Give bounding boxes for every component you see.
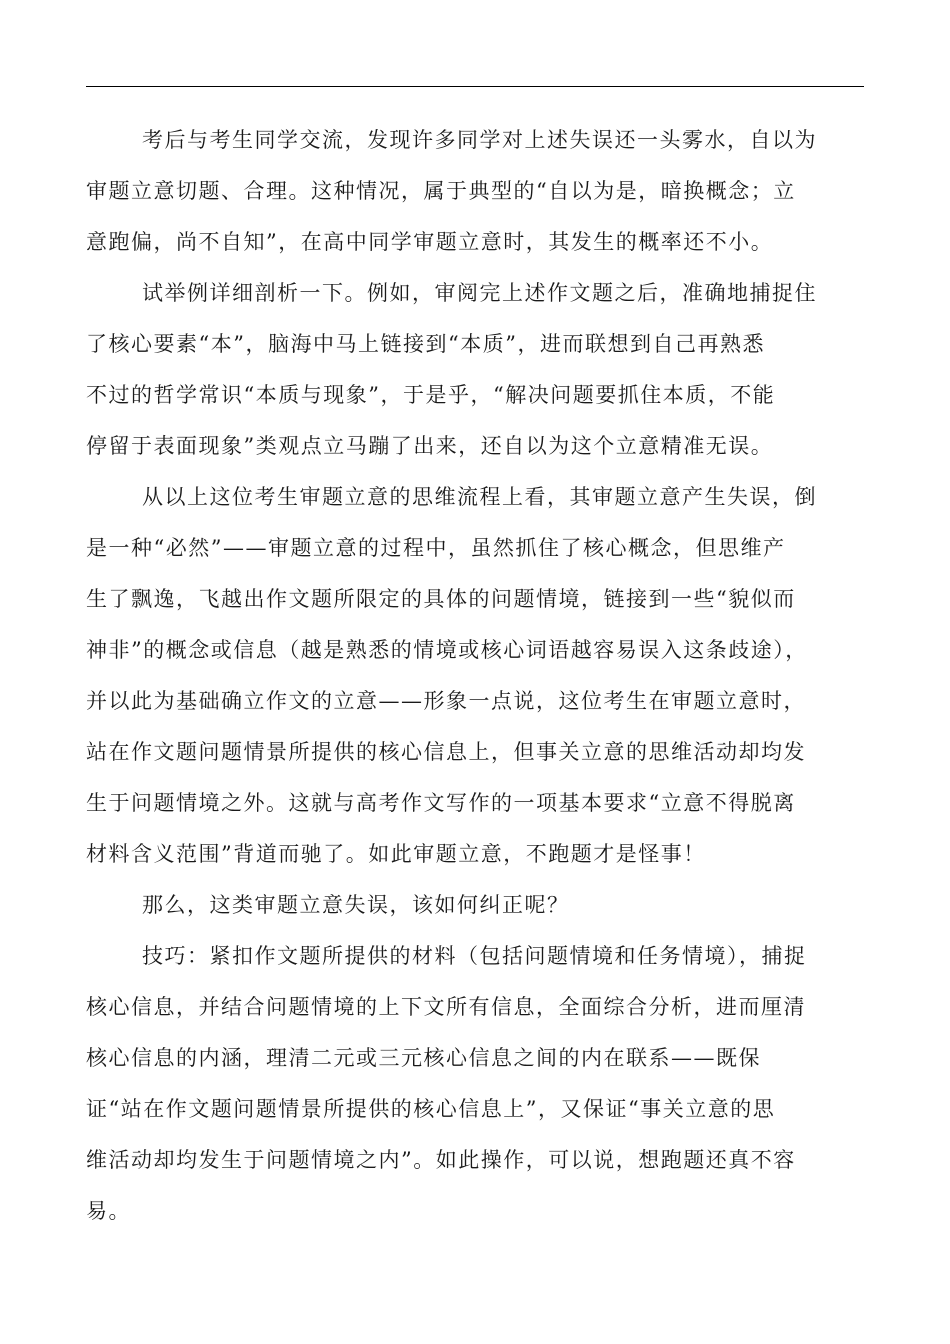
text-line: 证“站在作文题问题情景所提供的核心信息上”，又保证“事关立意的思 — [86, 1097, 776, 1121]
text-line: 材料含义范围”背道而驰了。如此审题立意，不跑题才是怪事！ — [86, 842, 706, 866]
text-line: 是一种“必然”——审题立意的过程中，虽然抓住了核心概念，但思维产 — [86, 536, 786, 560]
text-line: 那么，这类审题立意失误，该如何纠正呢？ — [142, 893, 570, 917]
text-line: 试举例详细剖析一下。例如，审阅完上述作文题之后，准确地捕捉住 — [142, 281, 817, 305]
text-line: 神非”的概念或信息（越是熟悉的情境或核心词语越容易误入这条歧途）， — [86, 638, 808, 662]
text-line: 易。 — [86, 1199, 131, 1223]
text-line: 生于问题情境之外。这就与高考作文写作的一项基本要求“立意不得脱离 — [86, 791, 796, 815]
paragraph — [86, 475, 866, 883]
text-line: 站在作文题问题情景所提供的核心信息上，但事关立意的思维活动却均发 — [86, 740, 806, 764]
text-line: 核心信息的内涵，理清二元或三元核心信息之间的内在联系——既保 — [86, 1046, 761, 1070]
text-line: 不过的哲学常识“本质与现象”，于是乎，“解决问题要抓住本质，不能 — [86, 383, 776, 407]
text-line: 审题立意切题、合理。这种情况，属于典型的“自以为是，暗换概念；立 — [86, 179, 796, 203]
text-line: 技巧：紧扣作文题所提供的材料（包括问题情境和任务情境），捕捉 — [142, 944, 807, 968]
text-line: 停留于表面现象”类观点立马蹦了出来，还自以为这个立意精准无误。 — [86, 434, 774, 458]
text-line: 从以上这位考生审题立意的思维流程上看，其审题立意产生失误，倒 — [142, 485, 817, 509]
text-line: 核心信息，并结合问题情境的上下文所有信息，全面综合分析，进而厘清 — [86, 995, 806, 1019]
text-line: 生了飘逸，飞越出作文题所限定的具体的问题情境，链接到一些“貌似而 — [86, 587, 796, 611]
paragraph — [86, 883, 866, 934]
paragraph — [86, 118, 866, 271]
text-line: 维活动却均发生于问题情境之内”。如此操作，可以说，想跑题还真不容 — [86, 1148, 796, 1172]
header-rule — [86, 86, 864, 87]
text-line: 并以此为基础确立作文的立意——形象一点说，这位考生在审题立意时， — [86, 689, 806, 713]
paragraph — [86, 934, 866, 1240]
paragraph — [86, 271, 866, 475]
text-line: 意跑偏，尚不自知”，在高中同学审题立意时，其发生的概率还不小。 — [86, 230, 774, 254]
text-line: 了核心要素“本”，脑海中马上链接到“本质”，进而联想到自己再熟悉 — [86, 332, 765, 356]
document-body — [86, 118, 866, 1240]
text-line: 考后与考生同学交流，发现许多同学对上述失误还一头雾水，自以为 — [142, 128, 817, 152]
